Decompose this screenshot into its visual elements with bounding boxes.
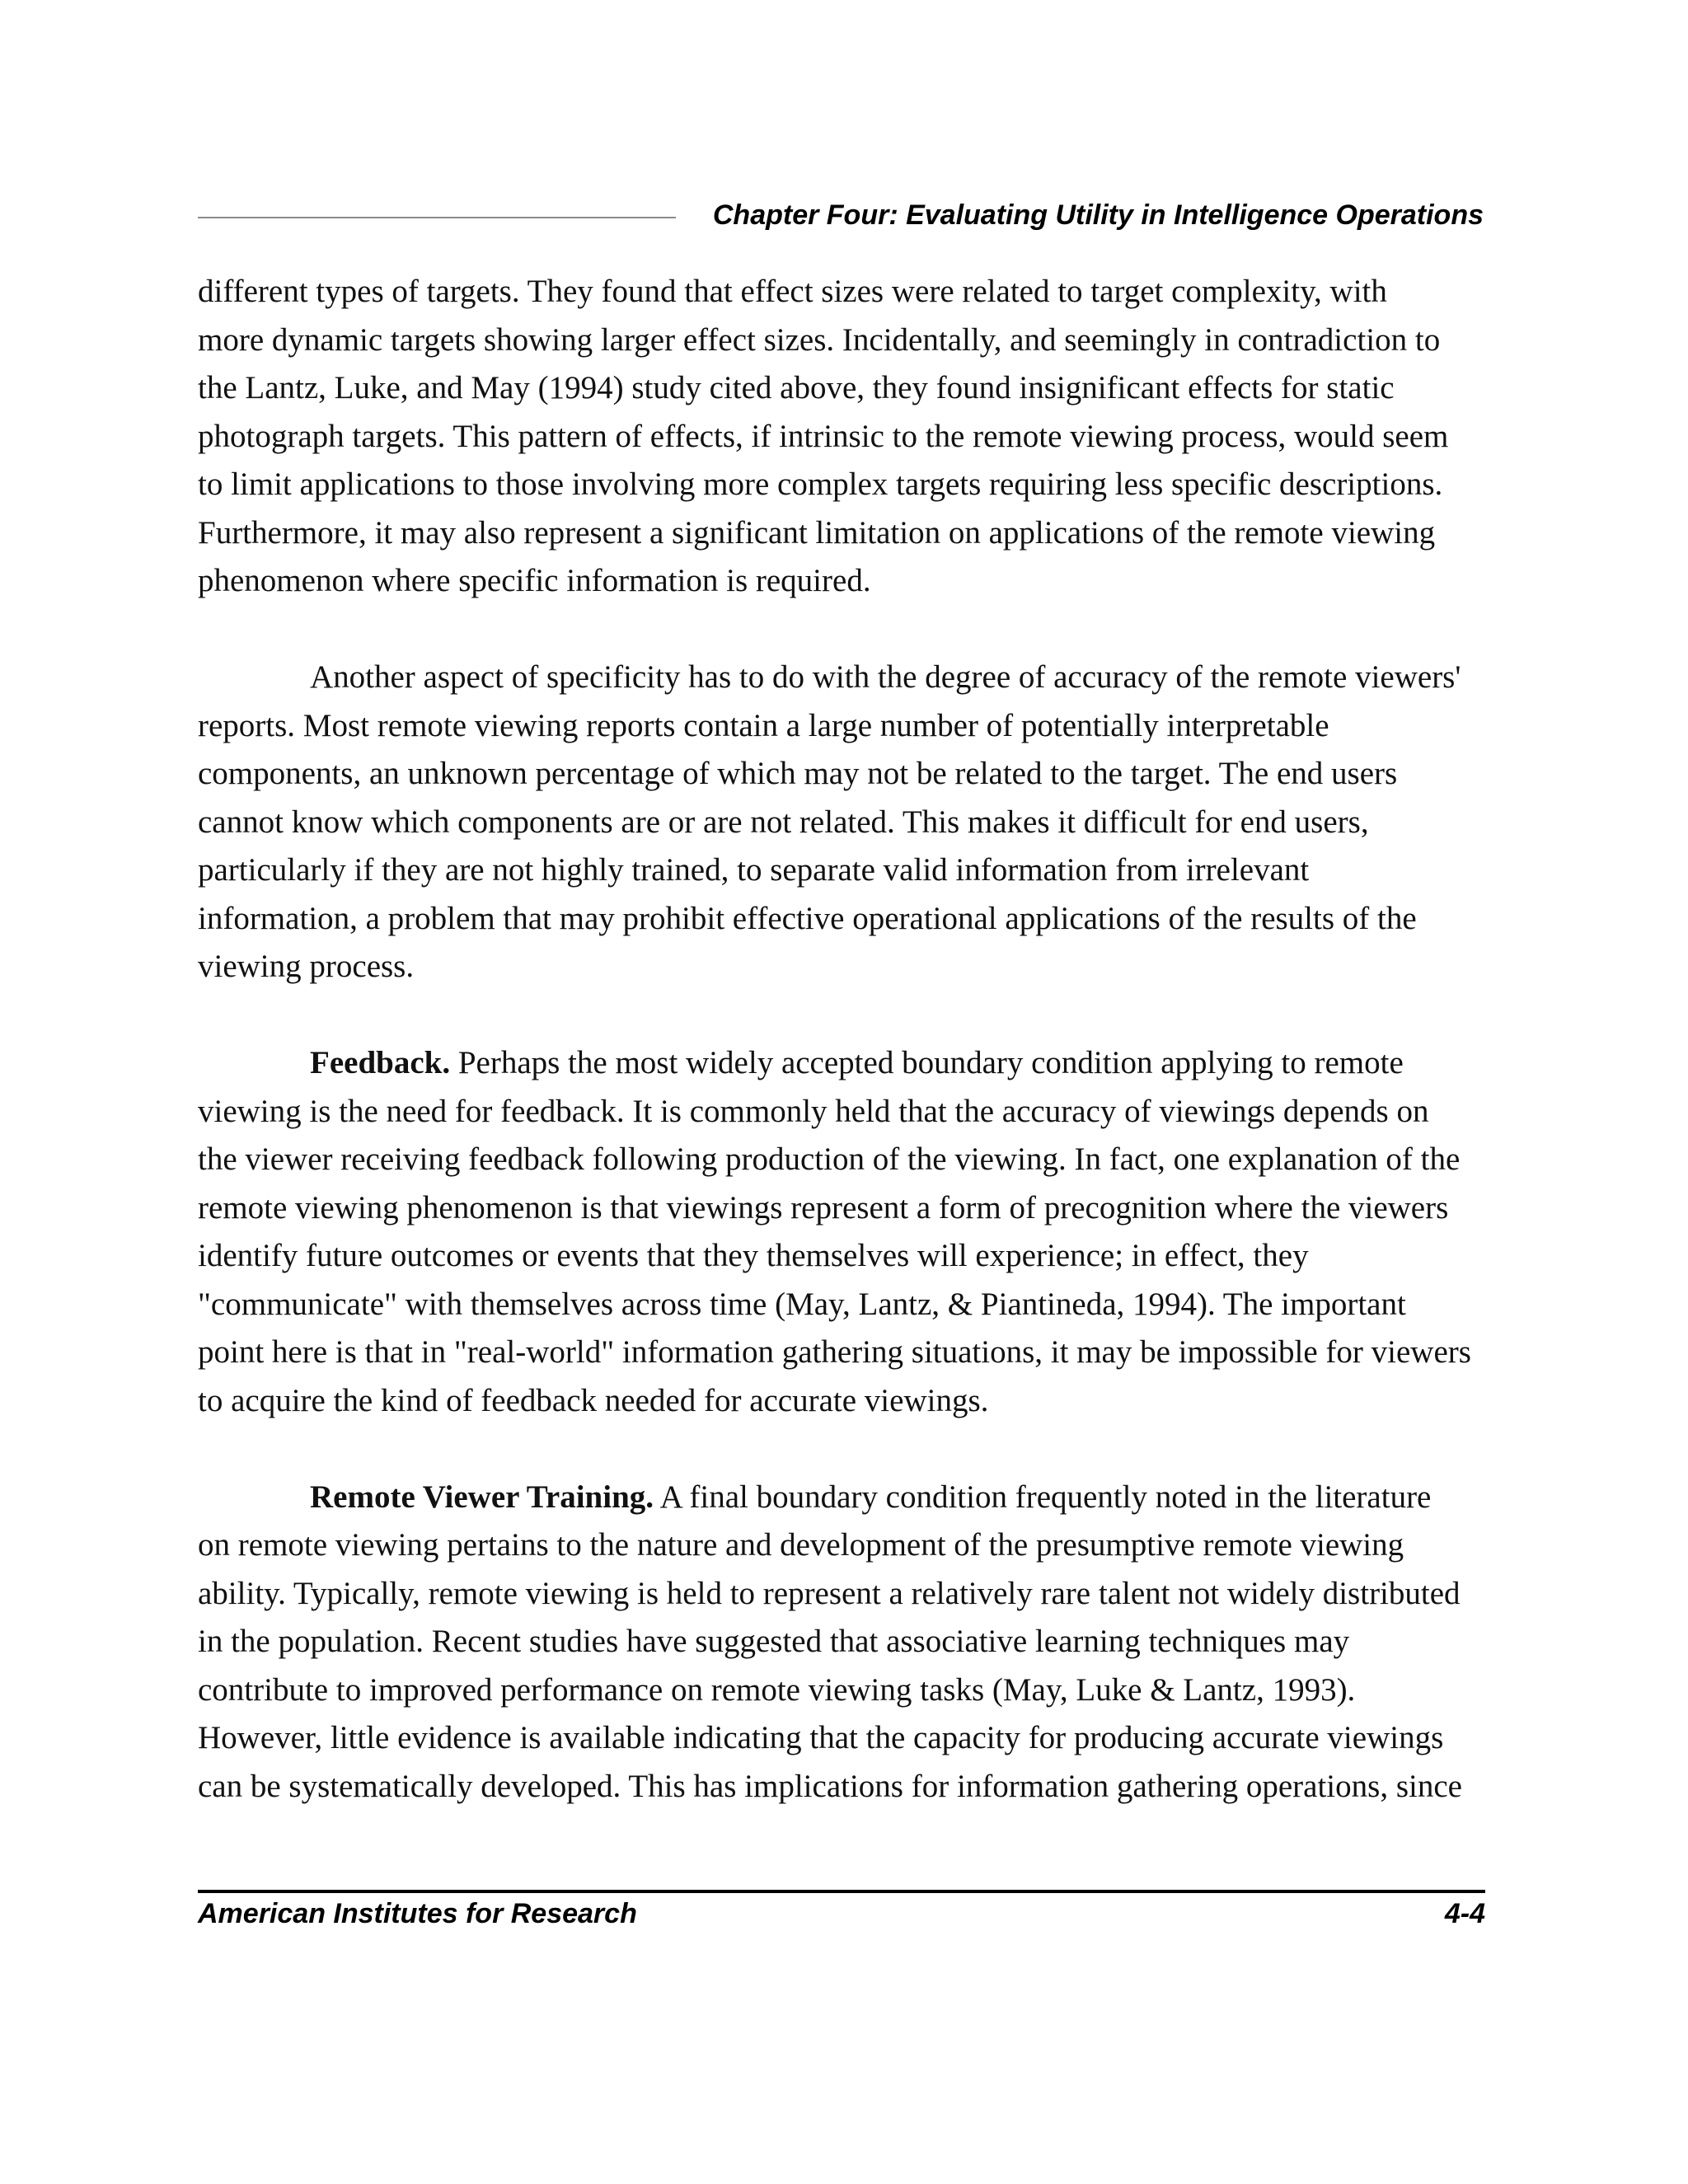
text-line: information, a problem that may prohibit effective operational applications of the results of the bbox=[198, 900, 1417, 936]
text-line: particularly if they are not highly trained, to separate valid information from irrelevant bbox=[198, 852, 1310, 888]
text-line: However, little evidence is available indicating that the capacity for producing accurate viewings bbox=[198, 1720, 1444, 1755]
paragraph-gap bbox=[198, 606, 1484, 654]
text-line: Another aspect of specificity has to do with the degree of accuracy of the remote viewers' bbox=[310, 659, 1461, 695]
text-line: remote viewing phenomenon is that viewings represent a form of precognition where the viewers bbox=[198, 1189, 1449, 1226]
text-line: the Lantz, Luke, and May (1994) study cited above, they found insignificant effects for static bbox=[198, 370, 1395, 405]
text-run: A final boundary condition frequently noted in the literature bbox=[654, 1479, 1432, 1515]
paragraph-gap bbox=[198, 1425, 1484, 1474]
paragraph-feedback bbox=[198, 1039, 1484, 1425]
text-line: ability. Typically, remote viewing is held to represent a relatively rare talent not widely distributed bbox=[198, 1575, 1461, 1611]
footer-rule bbox=[198, 1890, 1485, 1893]
text-line: can be systematically developed. This has implications for information gathering operations, since bbox=[198, 1768, 1462, 1804]
text-line: phenomenon where specific information is required. bbox=[198, 563, 871, 598]
text-line: different types of targets. They found that effect sizes were related to target complexity, with bbox=[198, 274, 1387, 309]
text-line: identify future outcomes or events that they themselves will experience; in effect, they bbox=[198, 1238, 1309, 1273]
text-line: cannot know which components are or are not related. This makes it difficult for end users, bbox=[198, 804, 1369, 840]
text-line: reports. Most remote viewing reports contain a large number of potentially interpretable bbox=[198, 707, 1329, 743]
text-line: "communicate" with themselves across time (May, Lantz, & Piantineda, 1994). The important bbox=[198, 1286, 1406, 1322]
text-line: more dynamic targets showing larger effect sizes. Incidentally, and seemingly in contradiction to bbox=[198, 321, 1441, 358]
text-line: viewing is the need for feedback. It is commonly held that the accuracy of viewings depends on bbox=[198, 1093, 1429, 1129]
paragraph-remote-viewer-training bbox=[198, 1474, 1484, 1811]
page-number: 4-4 bbox=[1444, 1898, 1485, 1929]
header-rule bbox=[198, 217, 676, 218]
paragraph-gap bbox=[198, 991, 1484, 1040]
text-line bbox=[198, 1039, 1484, 1088]
text-line: components, an unknown percentage of which may not be related to the target. The end users bbox=[198, 756, 1398, 791]
text-line: photograph targets. This pattern of effects, if intrinsic to the remote viewing process, would seem bbox=[198, 418, 1449, 454]
text-line: to limit applications to those involving more complex targets requiring less specific descriptions. bbox=[198, 466, 1443, 502]
text-line bbox=[198, 1474, 1484, 1522]
text-line: point here is that in "real-world" information gathering situations, it may be impossible for viewers bbox=[198, 1334, 1471, 1370]
section-heading-remote-viewer-training: Remote Viewer Training. bbox=[310, 1479, 654, 1515]
text-run: Perhaps the most widely accepted boundary condition applying to remote bbox=[450, 1045, 1404, 1080]
paragraph-specificity bbox=[198, 654, 1484, 991]
text-line: to acquire the kind of feedback needed for accurate viewings. bbox=[198, 1382, 989, 1418]
text-line: the viewer receiving feedback following production of the viewing. In fact, one explanation of the bbox=[198, 1141, 1461, 1177]
footer-organization: American Institutes for Research bbox=[198, 1898, 637, 1929]
text-line: contribute to improved performance on remote viewing tasks (May, Luke & Lantz, 1993). bbox=[198, 1671, 1356, 1708]
text-line: viewing process. bbox=[198, 949, 415, 984]
running-header-title: Chapter Four: Evaluating Utility in Intelligence Operations bbox=[712, 199, 1484, 231]
section-heading-feedback: Feedback. bbox=[310, 1045, 451, 1080]
paragraph-target-types bbox=[198, 268, 1484, 606]
text-line: on remote viewing pertains to the nature and development of the presumptive remote viewing bbox=[198, 1527, 1404, 1563]
page-body bbox=[198, 268, 1484, 1811]
text-line: in the population. Recent studies have suggested that associative learning techniques may bbox=[198, 1624, 1350, 1659]
text-line: Furthermore, it may also represent a significant limitation on applications of the remote viewing bbox=[198, 514, 1436, 551]
